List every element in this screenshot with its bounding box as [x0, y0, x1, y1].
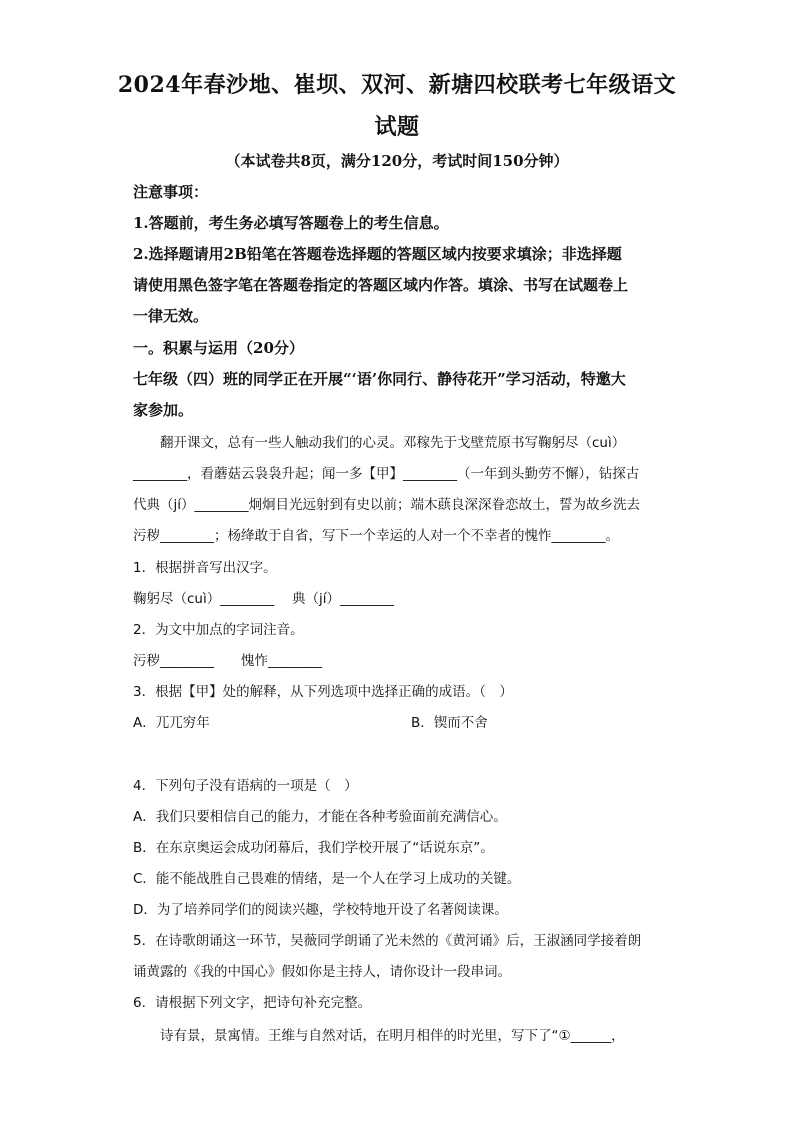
- notice-item-2-line3: 一律无效。: [133, 307, 209, 325]
- section1-heading: 一。积累与运用（20分）: [133, 339, 304, 357]
- question-1-blanks: 鞠躬尽（cuì）________ 典（jí）________: [133, 591, 395, 607]
- question-6: 6．请根据下列文字，把诗句补充完整。: [133, 995, 372, 1011]
- question-5-line2: 诵黄露的《我的中国心》假如你是主持人，请你设计一段串词。: [133, 964, 511, 980]
- question-1: 1．根据拼音写出汉字。: [133, 560, 277, 576]
- question-2-blanks: 污秽________ 愧怍________: [133, 653, 322, 669]
- exam-subtitle: （本试卷共8页，满分120分，考试时间150分钟）: [225, 152, 569, 170]
- passage-line1: 翻开课文，总有一些人触动我们的心灵。邓稼先于戈壁荒原书写鞠躬尽（cuì）: [160, 435, 626, 451]
- question-6-text: 诗有景，景寓情。王维与自然对话，在明月相伴的时光里，写下了“①______，: [160, 1028, 625, 1044]
- section1-intro-line1: 七年级（四）班的同学正在开展“‘语’你同行、静待花开”学习活动，特邀大: [133, 370, 626, 388]
- question-4-option-a: A．我们只要相信自己的能力，才能在各种考验面前充满信心。: [133, 809, 507, 825]
- exam-title-line2: 试题: [374, 114, 420, 140]
- exam-title-line1: 2024年春沙地、崔坝、双河、新塘四校联考七年级语文: [117, 72, 677, 98]
- notice-item-2-line1: 2.选择题请用2B铅笔在答题卷选择题的答题区域内按要求填涂；非选择题: [133, 245, 622, 263]
- question-4-option-b: B．在东京奥运会成功闭幕后，我们学校开展了“话说东京”。: [133, 840, 494, 856]
- question-4-option-c: C．能不能战胜自己畏难的情绪，是一个人在学习上成功的关键。: [133, 871, 521, 887]
- passage-line4: 污秽________；杨绛敢于自省，写下一个幸运的人对一个不幸者的愧怍________。: [133, 528, 619, 544]
- question-4: 4．下列句子没有语病的一项是（ ）: [133, 778, 358, 794]
- question-5-line1: 5．在诗歌朗诵这一环节，吴薇同学朗诵了光未然的《黄河诵》后，王淑涵同学接着朗: [133, 933, 642, 949]
- passage-line2: ________，看蘑菇云袅袅升起；闻一多【甲】________（一年到头勤劳不懈），钻探古: [133, 466, 640, 482]
- question-2: 2．为文中加点的字词注音。: [133, 622, 304, 638]
- question-3: 3．根据【甲】处的解释，从下列选项中选择正确的成语。（ ）: [133, 684, 513, 700]
- question-3-option-b: B．锲而不舍: [411, 715, 488, 731]
- question-3-option-a: A．兀兀穷年: [133, 715, 210, 731]
- question-4-option-d: D．为了培养同学们的阅读兴趣，学校特地开设了名著阅读课。: [133, 902, 508, 918]
- passage-line3: 代典（jí）________炯炯目光远射到有史以前；端木蕻良深深眷恋故土，誓为故乡洗去: [133, 497, 641, 513]
- notice-heading: 注意事项：: [133, 183, 209, 201]
- notice-item-1: 1.答题前，考生务必填写答题卷上的考生信息。: [133, 214, 449, 232]
- section1-intro-line2: 家参加。: [133, 401, 194, 419]
- notice-item-2-line2: 请使用黑色签字笔在答题卷指定的答题区域内作答。填涂、书写在试题卷上: [133, 276, 629, 294]
